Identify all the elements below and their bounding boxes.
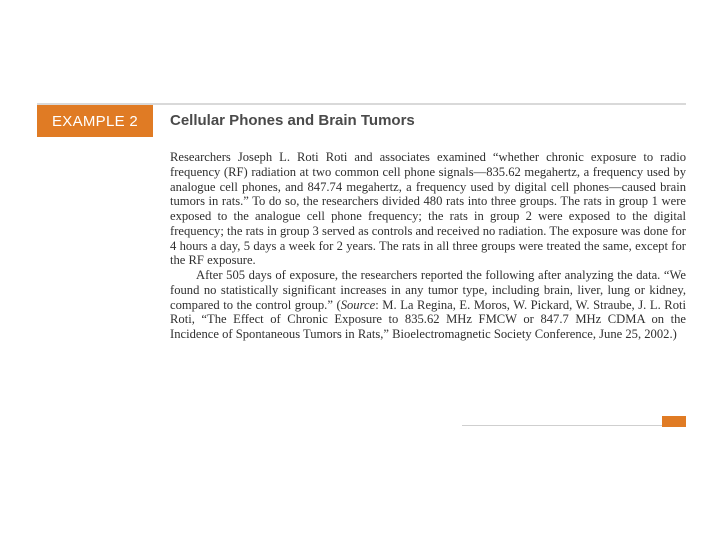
footer-accent-block bbox=[662, 416, 686, 427]
paragraph-2-source: : M. La Regina, E. Moros, W. Pickard, W. Straube, J. L. Roti Roti, “The Effect of Chronic Exposure to 835.62 MHz FMCW or 847.7 MHz CDMA on the Incidence of Spontaneous Tumors in Rats,” Bioelectromagnetic Society Conference, June 25, 2002.) bbox=[170, 297, 687, 341]
paragraph-2 bbox=[170, 268, 686, 342]
example-title: Cellular Phones and Brain Tumors bbox=[170, 112, 415, 129]
paragraph-1: Researchers Joseph L. Roti Roti and associates examined “whether chronic exposure to radio frequency (RF) radiation at two common cell phone signals—835.62 megahertz, a frequency used by analogue cell phones, and 847.74 megahertz, a frequency used by digital cell phones—caused brain tumors in rats.” To do so, the researchers divided 480 rats into three groups. The rats in group 1 were exposed to the analogue cell phone frequency; the rats in group 2 were exposed to the digital frequency; the rats in group 3 served as controls and received no radiation. The exposure was done for 4 hours a day, 5 days a week for 2 years. The rats in all three groups were treated the same, except for the RF exposure. bbox=[170, 150, 686, 268]
source-label: Source bbox=[340, 297, 376, 312]
example-body bbox=[170, 150, 686, 342]
example-label: EXAMPLE 2 bbox=[51, 112, 139, 130]
example-label-tab bbox=[37, 105, 153, 137]
footer-rule bbox=[462, 425, 662, 426]
paragraph-2-text: After 505 days of exposure, the researchers reported the following after analyzing the data. “We found no statistically significant increases in any tumor type, including brain, liver, lung or kidney, compared to the control group.” ( bbox=[170, 268, 686, 312]
